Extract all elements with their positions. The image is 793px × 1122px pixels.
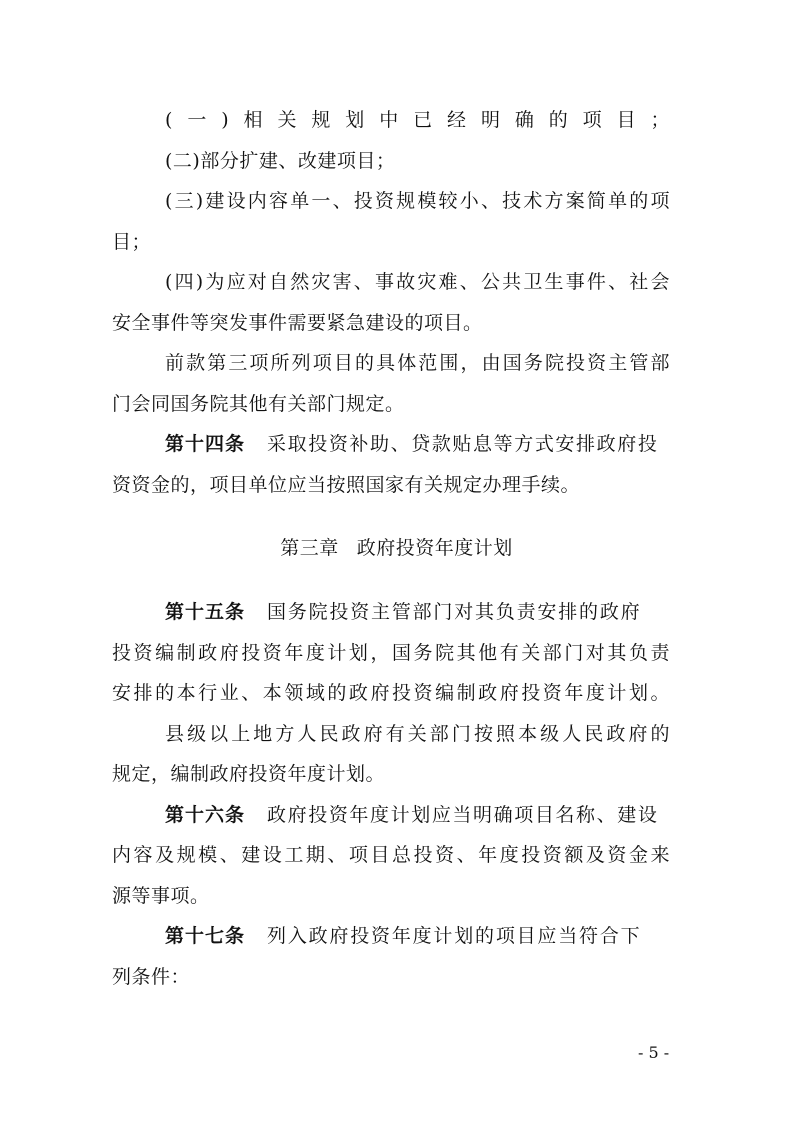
article-16-label: 第十六条 (165, 804, 246, 826)
article-17-line-1 (165, 923, 641, 949)
list-item-3-line-1: (三)建设内容单一、投资规模较小、技术方案简单的项 (165, 190, 670, 212)
article-17-line-2: 列条件： (112, 966, 191, 988)
page-number: - 5 - (638, 1043, 670, 1062)
article-15-text-1: 国务院投资主管部门对其负责安排的政府 (267, 601, 642, 623)
scope-paragraph-line-1: 前款第三项所列项目的具体范围，由国务院投资主管部 (165, 352, 670, 374)
article-15-label: 第十五条 (165, 601, 246, 623)
article-17-text-1: 列入政府投资年度计划的项目应当符合下 (267, 925, 642, 947)
article-16-line-3: 源等事项。 (112, 885, 210, 907)
article-14-text-1: 采取投资补助、贷款贴息等方式安排政府投 (267, 433, 659, 455)
article-15-line-3: 安排的本行业、本领域的政府投资编制政府投资年度计划。 (112, 682, 670, 704)
chapter-heading (0, 535, 793, 561)
list-item-4-line-2: 安全事件等突发事件需要紧急建设的项目。 (112, 312, 483, 334)
article-15-line-1 (165, 599, 641, 625)
list-item-1: (一)相关规划中已经明确的项目； (165, 109, 670, 131)
article-16-text-1: 政府投资年度计划应当明确项目名称、建设 (267, 804, 659, 826)
article-14-line-1 (165, 431, 670, 457)
list-item-3-line-2: 目； (112, 231, 152, 253)
article-15-line-2: 投资编制政府投资年度计划，国务院其他有关部门对其负责 (112, 642, 670, 664)
list-item-4-line-1: (四)为应对自然灾害、事故灾难、公共卫生事件、社会 (165, 271, 670, 293)
article-14-line-2: 资资金的，项目单位应当按照国家有关规定办理手续。 (112, 474, 581, 496)
scope-paragraph-line-2: 门会同国务院其他有关部门规定。 (112, 393, 405, 415)
chapter-title: 政府投资年度计划 (356, 537, 513, 559)
article-17-label: 第十七条 (165, 925, 246, 947)
local-paragraph-line-2: 规定，编制政府投资年度计划。 (112, 763, 386, 785)
article-16-line-1 (165, 802, 658, 828)
article-16-line-2: 内容及规模、建设工期、项目总投资、年度投资额及资金来 (112, 844, 670, 866)
chapter-number: 第三章 (280, 537, 339, 559)
list-item-2: (二)部分扩建、改建项目； (165, 150, 396, 172)
local-paragraph-line-1: 县级以上地方人民政府有关部门按照本级人民政府的 (165, 723, 670, 745)
article-14-label: 第十四条 (165, 433, 246, 455)
